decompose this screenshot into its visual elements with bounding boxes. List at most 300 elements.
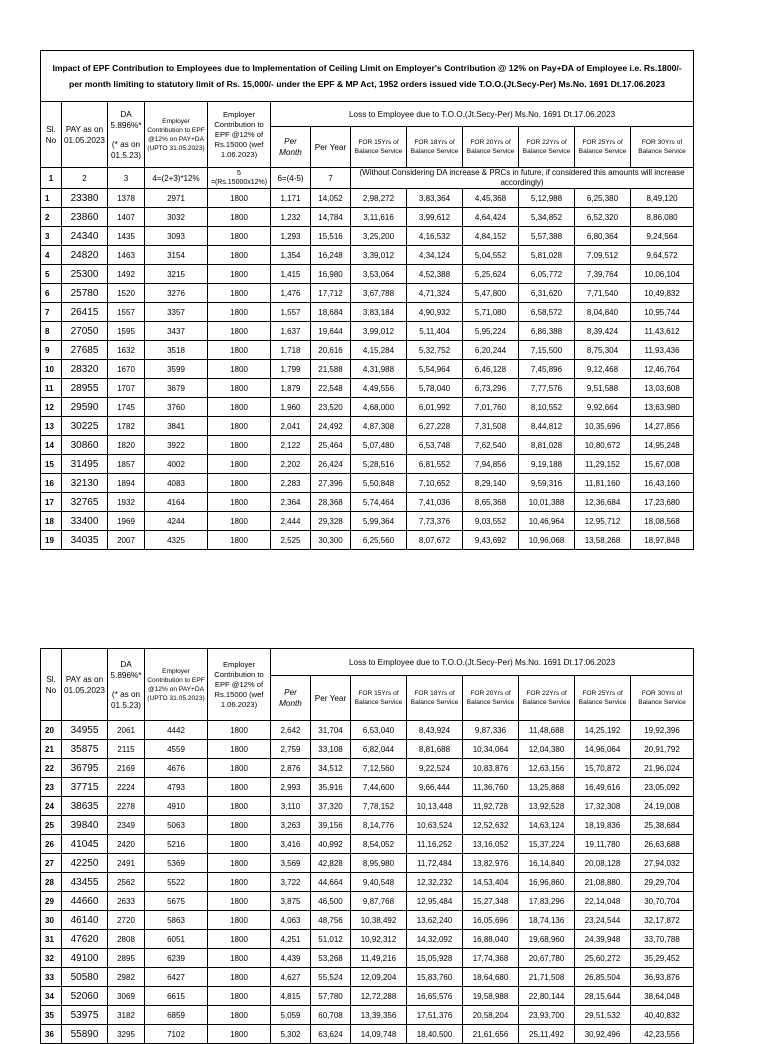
cell-sl-no: 9 [41,341,62,360]
cell-loss-per-year: 46,500 [311,892,351,911]
cell-loss-18yrs: 18,40,500 [407,1025,463,1044]
cell-loss-per-year: 60,708 [311,1006,351,1025]
cell-loss-25yrs: 10,80,672 [575,436,631,455]
cell-loss-18yrs: 13,62,240 [407,911,463,930]
cell-loss-30yrs: 16,43,160 [631,474,694,493]
cell-loss-18yrs: 6,81,552 [407,455,463,474]
cell-pay: 33400 [62,512,108,531]
header-25yrs: FOR 25Yrs of Balance Service [575,127,631,168]
cell-loss-25yrs: 14,96,064 [575,740,631,759]
cell-employer-contribution-15000: 1800 [208,873,271,892]
cell-sl-no: 2 [41,208,62,227]
header-employer-contribution-15000-2: Employer Contribution to EPF @12% of Rs.15000 (wef 1.06.2023) [208,649,271,721]
cell-da: 1463 [108,246,145,265]
cell-loss-22yrs: 10,01,388 [519,493,575,512]
table-row [41,322,694,341]
cell-employer-contribution: 6051 [145,930,208,949]
cell-employer-contribution-15000: 1800 [208,512,271,531]
cell-pay: 42250 [62,854,108,873]
cell-loss-per-month: 1,960 [271,398,311,417]
header-per-year: Per Year [311,127,351,168]
cell-loss-18yrs: 3,83,364 [407,189,463,208]
cell-loss-15yrs: 14,09,748 [351,1025,407,1044]
cell-da: 1857 [108,455,145,474]
cell-da: 2633 [108,892,145,911]
cell-loss-20yrs: 11,36,760 [463,778,519,797]
cell-loss-22yrs: 6,58,572 [519,303,575,322]
cell-loss-30yrs: 42,23,556 [631,1025,694,1044]
cell-sl-no: 5 [41,265,62,284]
cell-employer-contribution-15000: 1800 [208,1025,271,1044]
cell-loss-22yrs: 9,19,188 [519,455,575,474]
cell-sl-no: 4 [41,246,62,265]
cell-loss-per-year: 63,624 [311,1025,351,1044]
cell-loss-25yrs: 6,25,380 [575,189,631,208]
cell-loss-25yrs: 7,39,764 [575,265,631,284]
header-20yrs-2: FOR 20Yrs of Balance Service [463,676,519,721]
cell-loss-per-year: 16,980 [311,265,351,284]
cell-pay: 27050 [62,322,108,341]
cell-pay: 32130 [62,474,108,493]
cell-pay: 55890 [62,1025,108,1044]
cell-loss-15yrs: 5,07,480 [351,436,407,455]
cell-loss-per-year: 55,524 [311,968,351,987]
cell-loss-22yrs: 6,86,388 [519,322,575,341]
cell-loss-15yrs: 10,38,492 [351,911,407,930]
cell-sl-no: 31 [41,930,62,949]
cell-loss-18yrs: 4,16,532 [407,227,463,246]
cell-da: 1435 [108,227,145,246]
cell-loss-18yrs: 6,01,992 [407,398,463,417]
cell-da: 3069 [108,987,145,1006]
cell-employer-contribution-15000: 1800 [208,208,271,227]
cell-sl-no: 3 [41,227,62,246]
cell-loss-22yrs: 6,31,620 [519,284,575,303]
cell-loss-25yrs: 9,51,588 [575,379,631,398]
cell-employer-contribution-15000: 1800 [208,398,271,417]
cell-employer-contribution: 4244 [145,512,208,531]
cell-pay: 43455 [62,873,108,892]
cell-da: 2491 [108,854,145,873]
header-da-2 [108,649,145,721]
cell-employer-contribution: 3154 [145,246,208,265]
cell-loss-per-month: 4,251 [271,930,311,949]
cell-pay: 44660 [62,892,108,911]
cell-loss-18yrs: 4,71,324 [407,284,463,303]
cell-loss-per-year: 31,704 [311,721,351,740]
cell-loss-per-month: 1,415 [271,265,311,284]
cell-sl-no: 11 [41,379,62,398]
cell-employer-contribution: 5522 [145,873,208,892]
cell-loss-30yrs: 11,93,436 [631,341,694,360]
cell-da: 1595 [108,322,145,341]
header-employer-contribution-2: Employer Contribution to EPF @12% on PAY+DA (UPTO 31.05.2023) [145,649,208,721]
cell-loss-30yrs: 9,64,572 [631,246,694,265]
cell-loss-20yrs: 5,71,080 [463,303,519,322]
cell-pay: 30225 [62,417,108,436]
cell-pay: 38635 [62,797,108,816]
cell-loss-15yrs: 7,12,560 [351,759,407,778]
cell-loss-per-year: 22,548 [311,379,351,398]
header-per-month: Per Month [271,127,311,168]
cell-loss-per-year: 16,248 [311,246,351,265]
cell-da: 1557 [108,303,145,322]
header-loss-2: Loss to Employee due to T.O.O.(Jt.Secy-Per) Ms.No. 1691 Dt.17.06.2023 [271,649,694,676]
cell-loss-30yrs: 27,94,032 [631,854,694,873]
cell-loss-30yrs: 19,92,396 [631,721,694,740]
cell-loss-per-month: 1,293 [271,227,311,246]
cell-pay: 50580 [62,968,108,987]
cell-loss-15yrs: 10,92,312 [351,930,407,949]
cell-pay: 32765 [62,493,108,512]
cell-loss-15yrs: 9,87,768 [351,892,407,911]
cell-loss-20yrs: 6,46,128 [463,360,519,379]
cell-loss-18yrs: 11,16,252 [407,835,463,854]
cell-loss-per-month: 4,439 [271,949,311,968]
cell-loss-18yrs: 9,66,444 [407,778,463,797]
index-note: (Without Considering DA increase & PRCs in future, if considered this amounts will increase accordingly) [351,168,694,189]
cell-loss-18yrs: 4,52,388 [407,265,463,284]
cell-pay: 23380 [62,189,108,208]
cell-da: 1670 [108,360,145,379]
cell-loss-30yrs: 8,49,120 [631,189,694,208]
cell-loss-per-month: 2,876 [271,759,311,778]
cell-loss-per-month: 1,799 [271,360,311,379]
cell-loss-15yrs: 3,25,200 [351,227,407,246]
cell-employer-contribution-15000: 1800 [208,949,271,968]
cell-loss-15yrs: 12,09,204 [351,968,407,987]
cell-loss-15yrs: 8,95,980 [351,854,407,873]
cell-loss-18yrs: 14,32,092 [407,930,463,949]
cell-loss-22yrs: 19,68,960 [519,930,575,949]
table-row [41,968,694,987]
cell-loss-per-month: 1,476 [271,284,311,303]
cell-pay: 34955 [62,721,108,740]
cell-loss-25yrs: 29,51,532 [575,1006,631,1025]
cell-sl-no: 16 [41,474,62,493]
cell-loss-30yrs: 29,29,704 [631,873,694,892]
cell-loss-25yrs: 8,39,424 [575,322,631,341]
table-row [41,740,694,759]
cell-loss-15yrs: 3,39,012 [351,246,407,265]
cell-employer-contribution: 4442 [145,721,208,740]
table-row [41,227,694,246]
cell-loss-25yrs: 20,08,128 [575,854,631,873]
cell-employer-contribution: 4910 [145,797,208,816]
cell-loss-20yrs: 7,31,508 [463,417,519,436]
cell-pay: 35875 [62,740,108,759]
cell-loss-30yrs: 21,96,024 [631,759,694,778]
cell-loss-per-month: 1,171 [271,189,311,208]
table-row [41,246,694,265]
cell-employer-contribution: 2971 [145,189,208,208]
cell-loss-22yrs: 21,71,508 [519,968,575,987]
cell-loss-per-year: 23,520 [311,398,351,417]
table-row [41,474,694,493]
cell-employer-contribution-15000: 1800 [208,379,271,398]
cell-loss-15yrs: 3,11,616 [351,208,407,227]
cell-loss-15yrs: 8,54,052 [351,835,407,854]
cell-employer-contribution: 3760 [145,398,208,417]
cell-loss-per-month: 4,063 [271,911,311,930]
cell-loss-30yrs: 10,95,744 [631,303,694,322]
cell-employer-contribution-15000: 1800 [208,284,271,303]
cell-employer-contribution: 3841 [145,417,208,436]
header-da-note-2: (* as on 01.5.23) [110,689,142,710]
cell-da: 2061 [108,721,145,740]
cell-employer-contribution: 3093 [145,227,208,246]
cell-employer-contribution: 3599 [145,360,208,379]
cell-loss-per-year: 24,492 [311,417,351,436]
cell-loss-20yrs: 7,94,856 [463,455,519,474]
cell-da: 1820 [108,436,145,455]
cell-employer-contribution-15000: 1800 [208,531,271,550]
cell-loss-25yrs: 12,36,684 [575,493,631,512]
cell-loss-18yrs: 6,53,748 [407,436,463,455]
header-25yrs-2: FOR 25Yrs of Balance Service [575,676,631,721]
table-row [41,911,694,930]
cell-employer-contribution-15000: 1800 [208,740,271,759]
header-22yrs-2: FOR 22Yrs of Balance Service [519,676,575,721]
table-row [41,512,694,531]
cell-loss-30yrs: 25,38,684 [631,816,694,835]
cell-loss-20yrs: 16,05,696 [463,911,519,930]
cell-loss-25yrs: 7,71,540 [575,284,631,303]
table-row [41,398,694,417]
cell-loss-22yrs: 16,96,860 [519,873,575,892]
cell-loss-25yrs: 24,39,948 [575,930,631,949]
cell-da: 3182 [108,1006,145,1025]
cell-employer-contribution-15000: 1800 [208,778,271,797]
table-row [41,949,694,968]
cell-loss-25yrs: 12,95,712 [575,512,631,531]
cell-loss-18yrs: 12,32,232 [407,873,463,892]
cell-employer-contribution-15000: 1800 [208,303,271,322]
cell-loss-per-month: 2,444 [271,512,311,531]
cell-loss-per-month: 2,041 [271,417,311,436]
header-loss: Loss to Employee due to T.O.O.(Jt.Secy-Per) Ms.No. 1691 Dt.17.06.2023 [271,102,694,127]
table-row [41,436,694,455]
cell-loss-18yrs: 12,95,484 [407,892,463,911]
cell-sl-no: 28 [41,873,62,892]
cell-loss-30yrs: 30,70,704 [631,892,694,911]
cell-loss-15yrs: 4,15,284 [351,341,407,360]
cell-pay: 46140 [62,911,108,930]
cell-loss-30yrs: 9,24,564 [631,227,694,246]
table-row [41,797,694,816]
cell-loss-25yrs: 7,09,512 [575,246,631,265]
cell-pay: 53975 [62,1006,108,1025]
cell-loss-22yrs: 14,63,124 [519,816,575,835]
cell-pay: 41045 [62,835,108,854]
table-row [41,531,694,550]
cell-loss-18yrs: 5,32,752 [407,341,463,360]
cell-loss-15yrs: 3,53,064 [351,265,407,284]
table-row [41,892,694,911]
cell-loss-25yrs: 8,75,304 [575,341,631,360]
cell-employer-contribution-15000: 1800 [208,360,271,379]
cell-loss-25yrs: 19,11,780 [575,835,631,854]
cell-loss-18yrs: 6,27,228 [407,417,463,436]
cell-loss-22yrs: 5,12,988 [519,189,575,208]
cell-loss-20yrs: 15,27,348 [463,892,519,911]
cell-loss-22yrs: 13,25,868 [519,778,575,797]
cell-da: 2007 [108,531,145,550]
header-pay-2: PAY as on 01.05.2023 [62,649,108,721]
cell-sl-no: 10 [41,360,62,379]
cell-loss-25yrs: 23,24,544 [575,911,631,930]
cell-loss-per-year: 35,916 [311,778,351,797]
cell-loss-25yrs: 10,35,696 [575,417,631,436]
cell-sl-no: 27 [41,854,62,873]
cell-loss-22yrs: 8,44,812 [519,417,575,436]
table-row [41,341,694,360]
header-sl-no: Sl. No [41,102,62,168]
cell-loss-22yrs: 7,15,500 [519,341,575,360]
cell-loss-per-month: 5,302 [271,1025,311,1044]
cell-loss-25yrs: 11,29,152 [575,455,631,474]
cell-loss-30yrs: 38,64,048 [631,987,694,1006]
cell-loss-25yrs: 28,15,644 [575,987,631,1006]
cell-employer-contribution: 5216 [145,835,208,854]
header-da [108,102,145,168]
cell-employer-contribution-15000: 1800 [208,474,271,493]
index-col-2: 2 [62,168,108,189]
cell-loss-per-year: 34,512 [311,759,351,778]
epf-loss-table-2 [40,648,694,1044]
cell-sl-no: 25 [41,816,62,835]
cell-loss-15yrs: 8,14,776 [351,816,407,835]
cell-da: 2169 [108,759,145,778]
cell-loss-per-month: 3,569 [271,854,311,873]
table-row [41,1006,694,1025]
header-18yrs-2: FOR 18Yrs of Balance Service [407,676,463,721]
cell-loss-30yrs: 14,95,248 [631,436,694,455]
cell-da: 1492 [108,265,145,284]
cell-loss-18yrs: 4,34,124 [407,246,463,265]
header-18yrs: FOR 18Yrs of Balance Service [407,127,463,168]
cell-pay: 28955 [62,379,108,398]
cell-pay: 37715 [62,778,108,797]
cell-loss-per-year: 15,516 [311,227,351,246]
cell-loss-20yrs: 19,58,988 [463,987,519,1006]
cell-loss-15yrs: 6,25,560 [351,531,407,550]
cell-pay: 39840 [62,816,108,835]
cell-loss-per-year: 51,012 [311,930,351,949]
cell-loss-22yrs: 5,57,388 [519,227,575,246]
cell-da: 1969 [108,512,145,531]
document-title: Impact of EPF Contribution to Employees due to Implementation of Ceiling Limit on Employer's Contribution @ 12% on Pay+DA of Employee i.e. Rs.1800/- per month limiting to statutory limit of Rs. 15,000/- under the EPF & MP Act, 1952 orders issued vide T.O.O.(Jt.Secy-Per) Ms.No. 1691 Dt.17.06.2023 [41,51,694,102]
cell-loss-20yrs: 13,16,052 [463,835,519,854]
table-row [41,721,694,740]
cell-loss-15yrs: 4,49,556 [351,379,407,398]
cell-loss-15yrs: 12,72,288 [351,987,407,1006]
cell-loss-per-month: 2,642 [271,721,311,740]
cell-employer-contribution: 7102 [145,1025,208,1044]
cell-loss-15yrs: 5,74,464 [351,493,407,512]
cell-loss-22yrs: 13,92,528 [519,797,575,816]
cell-employer-contribution-15000: 1800 [208,265,271,284]
cell-employer-contribution: 4325 [145,531,208,550]
cell-sl-no: 17 [41,493,62,512]
cell-loss-18yrs: 7,10,652 [407,474,463,493]
table-row [41,835,694,854]
cell-employer-contribution-15000: 1800 [208,816,271,835]
cell-loss-30yrs: 24,19,008 [631,797,694,816]
cell-employer-contribution: 4559 [145,740,208,759]
cell-loss-18yrs: 8,07,672 [407,531,463,550]
cell-employer-contribution-15000: 1800 [208,797,271,816]
cell-loss-22yrs: 11,48,688 [519,721,575,740]
cell-loss-18yrs: 9,22,524 [407,759,463,778]
cell-loss-per-year: 21,588 [311,360,351,379]
cell-loss-15yrs: 7,44,600 [351,778,407,797]
cell-employer-contribution-15000: 1800 [208,246,271,265]
cell-employer-contribution: 6859 [145,1006,208,1025]
cell-pay: 49100 [62,949,108,968]
cell-employer-contribution: 4793 [145,778,208,797]
cell-loss-22yrs: 8,10,552 [519,398,575,417]
cell-sl-no: 8 [41,322,62,341]
cell-loss-22yrs: 17,83,296 [519,892,575,911]
cell-loss-per-year: 53,268 [311,949,351,968]
index-col-1: 1 [41,168,62,189]
cell-loss-per-year: 57,780 [311,987,351,1006]
cell-loss-25yrs: 26,85,504 [575,968,631,987]
cell-loss-18yrs: 10,63,524 [407,816,463,835]
cell-loss-22yrs: 20,67,780 [519,949,575,968]
cell-loss-20yrs: 5,25,624 [463,265,519,284]
cell-employer-contribution-15000: 1800 [208,911,271,930]
cell-employer-contribution: 6427 [145,968,208,987]
cell-sl-no: 19 [41,531,62,550]
cell-loss-30yrs: 13,63,980 [631,398,694,417]
cell-loss-per-month: 2,525 [271,531,311,550]
cell-loss-20yrs: 17,74,368 [463,949,519,968]
cell-loss-20yrs: 6,20,244 [463,341,519,360]
cell-employer-contribution-15000: 1800 [208,892,271,911]
cell-loss-22yrs: 9,59,316 [519,474,575,493]
cell-loss-15yrs: 11,49,216 [351,949,407,968]
cell-loss-18yrs: 3,99,612 [407,208,463,227]
cell-loss-per-month: 1,557 [271,303,311,322]
cell-da: 1932 [108,493,145,512]
cell-da: 1378 [108,189,145,208]
cell-loss-per-year: 18,684 [311,303,351,322]
cell-loss-18yrs: 5,11,404 [407,322,463,341]
cell-pay: 36795 [62,759,108,778]
index-col-5-label: 5 [237,170,241,177]
cell-sl-no: 33 [41,968,62,987]
table-row [41,873,694,892]
cell-loss-15yrs: 6,53,040 [351,721,407,740]
cell-sl-no: 20 [41,721,62,740]
cell-loss-per-month: 1,637 [271,322,311,341]
cell-loss-per-month: 2,283 [271,474,311,493]
cell-employer-contribution: 3032 [145,208,208,227]
cell-da: 1407 [108,208,145,227]
table-row [41,987,694,1006]
cell-sl-no: 24 [41,797,62,816]
cell-loss-30yrs: 32,17,872 [631,911,694,930]
cell-loss-20yrs: 9,87,336 [463,721,519,740]
table-row [41,379,694,398]
cell-loss-20yrs: 9,43,692 [463,531,519,550]
cell-loss-18yrs: 16,65,576 [407,987,463,1006]
cell-sl-no: 7 [41,303,62,322]
table-row [41,455,694,474]
cell-loss-per-year: 28,368 [311,493,351,512]
